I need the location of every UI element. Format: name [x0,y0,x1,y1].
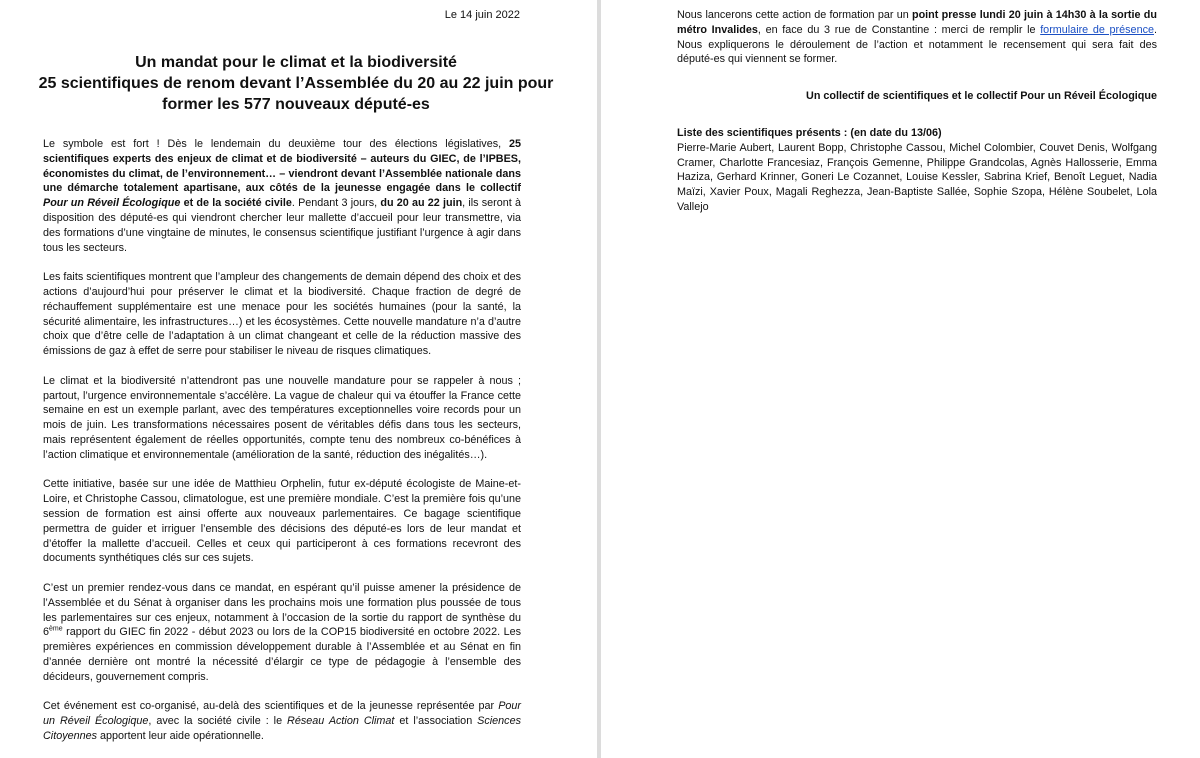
right-page [601,0,1200,758]
p6-text-b: , avec la société civile : le [148,715,288,728]
p5-superscript: ème [49,625,63,633]
p1-text-b: . Pendant 3 jours, [291,197,381,210]
p1-bold-dates: du 20 au 22 juin [380,197,463,210]
p5-text-b: rapport du GIEC fin 2022 - début 2023 ou lors de la COP15 biodiversité en octobre 2022. Les premières expériences en commission développement durable à l’Assemblée et au Sénat en fin d’année dernière ont montré la nécessité d’élargir ce type de pédagogie à l’ensemble des décideurs, gouvernement compris. [43,626,521,683]
press-text-a: Nous lancerons cette action de formation par un [677,9,912,21]
document-title [38,52,554,115]
paragraph-1 [43,137,521,255]
scientists-list: Pierre-Marie Aubert, Laurent Bopp, Christophe Cassou, Michel Colombier, Couvet Denis, Wolfgang Cramer, Charlotte Francesiaz, François Gemenne, Philippe Grandcolas, Agnès Hallosserie, Emma Haziza, Gerhard Krinner, Goneri Le Cozannet, Louise Kessler, Sabrina Krief, Benoît Leguet, Nadia Maïzi, Xavier Poux, Magali Reghezza, Jean-Baptiste Sallée, Sophie Szopa, Hélène Soubelet, Lola Vallejo [677,141,1157,213]
paragraph-5 [43,581,521,685]
p1-bold-b: et de la société civile [180,197,292,210]
paragraph-6 [43,699,521,743]
paragraph-2: Les faits scientifiques montrent que l’ampleur des changements de demain dépend des choix et des actions d’aujourd’hui pour préserver le climat et la biodiversité. Chaque fraction de degré de réchauffement supplémentaire est une menace pour les sociétés humaines (pour la santé, la sécurité alimentaire, les infrastructures…) et les écosystèmes. Cette nouvelle mandature n’a d’autre choix que d’être celle de l’adaptation à un climat changeant et celle de la réduction massive des émissions de gaz à effet de serre pour stabiliser le niveau de risques climatiques. [43,271,521,358]
p1-bold-italic: Pour un Réveil Écologique [43,197,181,210]
title-line-2: 25 scientifiques de renom devant l’Assemblée du 20 au 22 juin pour [38,75,554,92]
document-date: Le 14 juin 2022 [444,9,520,21]
form-link[interactable]: formulaire de présence [1040,23,1154,36]
main-body [43,137,521,758]
p1-bold-a: 25 scientifiques experts des enjeux de climat et de biodiversité – auteurs du GIEC, de l’IPBES, économistes du climat, de l’environnement… – viendront devant l’Assemblée nationale dans une démarche totalement apartisane, aux côtés de la jeunesse engagée dans le collectif [43,138,521,195]
right-body [677,8,1157,215]
title-line-3: former les 577 nouveaux député-es [162,96,430,113]
signature: Un collectif de scientifiques et le collectif Pour un Réveil Écologique [806,90,1157,103]
paragraph-4: Cette initiative, basée sur une idée de Matthieu Orphelin, futur ex-député écologiste de Maine-et-Loire, et Christophe Cassou, climatologue, est une première mondiale. C’est la première fois qu’une session de formation est ainsi offerte aux nouveaux parlementaires. Ce bagage scientifique permettra de guider et irriguer l’ensemble des décisions des député-es lors de leur mandat et d’étoffer la mallette d’accueil. Celles et ceux qui participeront à ces formations recevront des documents synthétiques clés sur ces sujets. [43,478,521,565]
list-heading: Liste des scientifiques présents : (en date du 13/06) [677,126,942,139]
p6-text-c: et l’association [394,715,478,728]
p6-italic-b: Réseau Action Climat [287,715,395,728]
press-paragraph [677,8,1157,67]
p6-text-a: Cet événement est co-organisé, au-delà des scientifiques et de la jeunesse représentée par [43,700,499,713]
title-line-1: Un mandat pour le climat et la biodiversité [135,54,457,71]
p1-text-c: , ils seront à disposition des député-es qui viendront chercher leur mallette d’accueil pour leur transmettre, via des formations d’une vingtaine de minutes, le consensus scientifique justifiant l’urgence à agir dans tous les secteurs. [43,197,521,254]
press-bold: point presse lundi 20 juin à 14h30 à la sortie du métro Invalides [677,9,1157,36]
press-text-b: , en face du 3 rue de Constantine : merci de remplir le [757,23,1041,36]
left-page [0,0,598,758]
p5-text-a: C’est un premier rendez-vous dans ce mandat, en espérant qu’il puisse amener la présidence de l’Assemblée et du Sénat à organiser dans les prochains mois une formation plus poussée de tous les parlementaires sur ces enjeux, notamment à l’occasion de la sortie du rapport de synthèse du 6 [43,581,521,639]
p6-italic-c: Sciences Citoyennes [43,715,521,742]
press-text-c: . Nous expliquerons le déroulement de l’action et notamment le recensement qui sera fait des député-es qui viennent se former. [677,23,1157,66]
p6-text-d: apportent leur aide opérationnelle. [97,729,264,742]
paragraph-3: Le climat et la biodiversité n’attendront pas une nouvelle mandature pour se rappeler à nous ; partout, l’urgence environnementale s’accélère. La vague de chaleur qui va étouffer la France cette semaine en est un exemple parlant, avec des températures exceptionnelles voire records pour un mois de juin. Les transformations nécessaires posent de véritables défis dans tous les secteurs, mais représentent également de réelles opportunités, compte tenu des nombreux co-bénéfices à l’action climatique et environnementale (amélioration de la santé, réduction des inégalités…). [43,374,521,461]
p1-text-a: Le symbole est fort ! Dès le lendemain du deuxième tour des élections législatives, [43,138,509,150]
p6-italic-a: Pour un Réveil Écologique [43,700,521,728]
